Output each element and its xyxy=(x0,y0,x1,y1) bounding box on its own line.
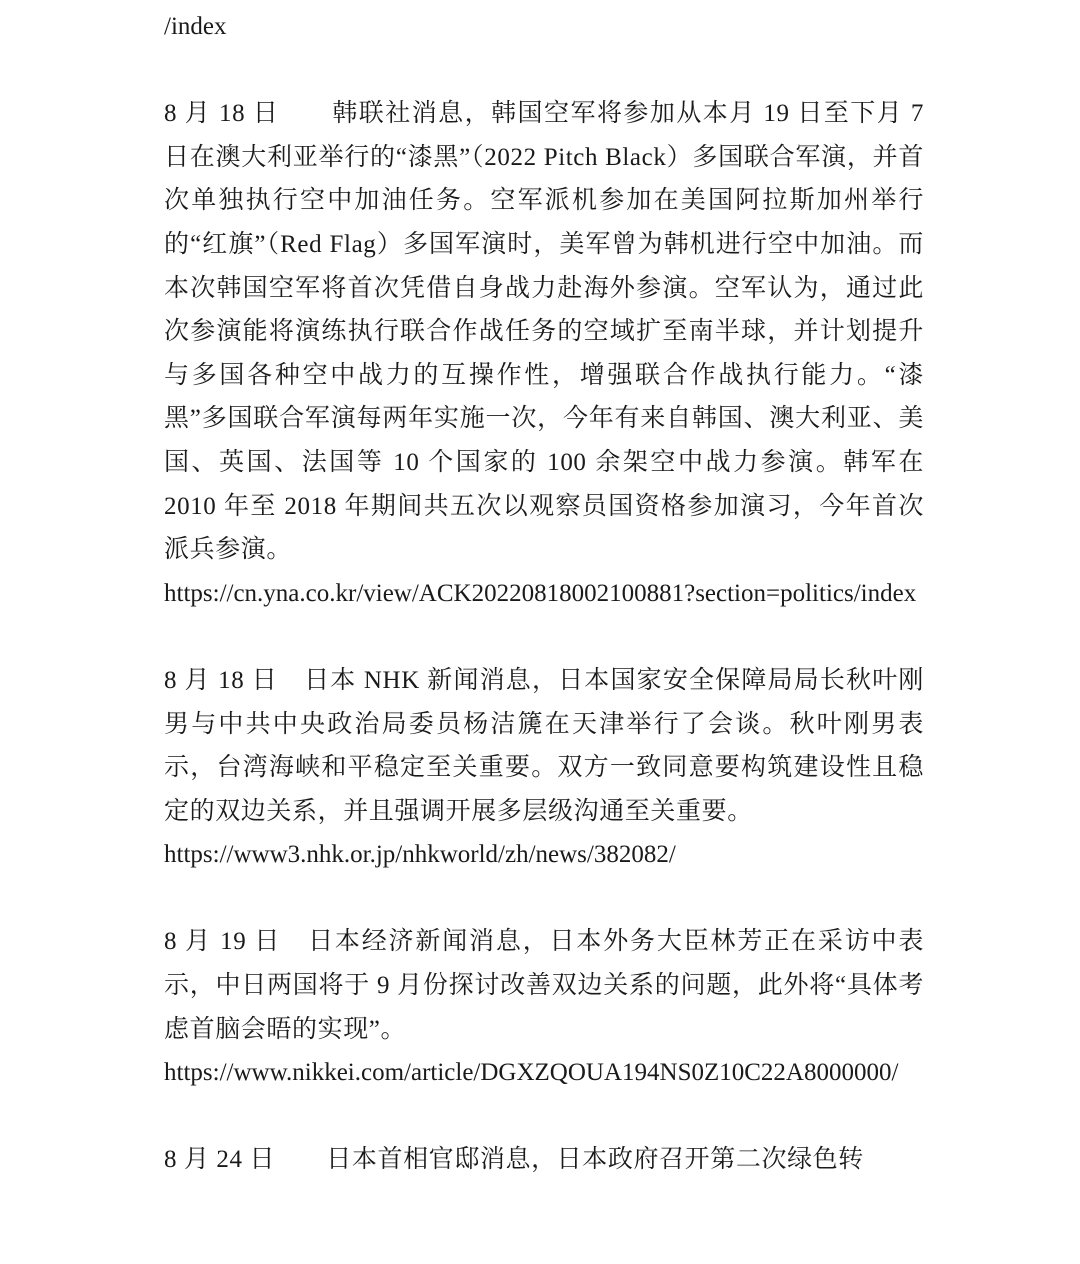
entry-date: 8 月 18 日 xyxy=(164,100,280,128)
entry-text: 日本首相官邸消息，日本政府召开第二次绿色转 xyxy=(326,1146,864,1174)
news-entry-1 xyxy=(164,92,924,572)
news-entry-3 xyxy=(164,920,924,1051)
entry-url-link[interactable]: https://www.nikkei.com/article/DGXZQOUA194NS0Z10C22A8000000/ xyxy=(164,1059,899,1087)
news-entry-4 xyxy=(164,1138,924,1182)
article-body xyxy=(164,5,924,1182)
paragraph-gap xyxy=(164,49,924,93)
entry-spacer xyxy=(281,928,308,955)
entry-text: 韩联社消息，韩国空军将参加从本月 19 日至下月 7 日在澳大利亚举行的“漆黑”（2022 Pitch Black）多国联合军演，并首次单独执行空中加油任务。空军派机参加在美国阿拉斯加州举行的“红旗”（Red Flag）多国军演时，美军曾为韩机进行空中加油。而本次韩国空军将首次凭借自身战力赴海外参演。空军认为，通过此次参演能将演练执行联合作战任务的空域扩至南半球，并计划提升与多国各种空中战力的互操作性，增强联合作战执行能力。“漆黑”多国联合军演每两年实施一次，今年有来自韩国、澳大利亚、美国、英国、法国等 10 个国家的 100 余架空中战力参演。韩军在 2010 年至 2018 年期间共五次以观察员国资格参加演习，今年首次派兵参演。 xyxy=(164,100,925,564)
entry-spacer xyxy=(278,667,304,694)
paragraph-gap xyxy=(164,615,924,659)
paragraph-gap xyxy=(164,1095,924,1139)
news-entry-2 xyxy=(164,659,924,833)
entry-date: 8 月 18 日 xyxy=(164,666,278,694)
entry-text: 日本经济新闻消息，日本外务大臣林芳正在采访中表示，中日两国将于 9 月份探讨改善双边关系的问题，此外将“具体考虑首脑会晤的实现”。 xyxy=(164,928,924,1043)
entry-spacer xyxy=(279,100,332,127)
entry-date: 8 月 24 日 xyxy=(164,1146,276,1174)
entry-url-link[interactable]: https://www3.nhk.or.jp/nhkworld/zh/news/382082/ xyxy=(164,841,676,869)
top-url-fragment[interactable]: /index xyxy=(164,13,227,40)
paragraph-gap xyxy=(164,877,924,921)
entry-date: 8 月 19 日 xyxy=(164,928,282,956)
entry-url-link[interactable]: https://cn.yna.co.kr/view/ACK20220818002100881?section=politics/index xyxy=(164,579,917,607)
entry-spacer xyxy=(275,1146,326,1173)
entry-text: 日本 NHK 新闻消息，日本国家安全保障局局长秋叶刚男与中共中央政治局委员杨洁篪在天津举行了会谈。秋叶刚男表示，台湾海峡和平稳定至关重要。双方一致同意要构筑建设性且稳定的双边关系，并且强调开展多层级沟通至关重要。 xyxy=(164,666,924,825)
